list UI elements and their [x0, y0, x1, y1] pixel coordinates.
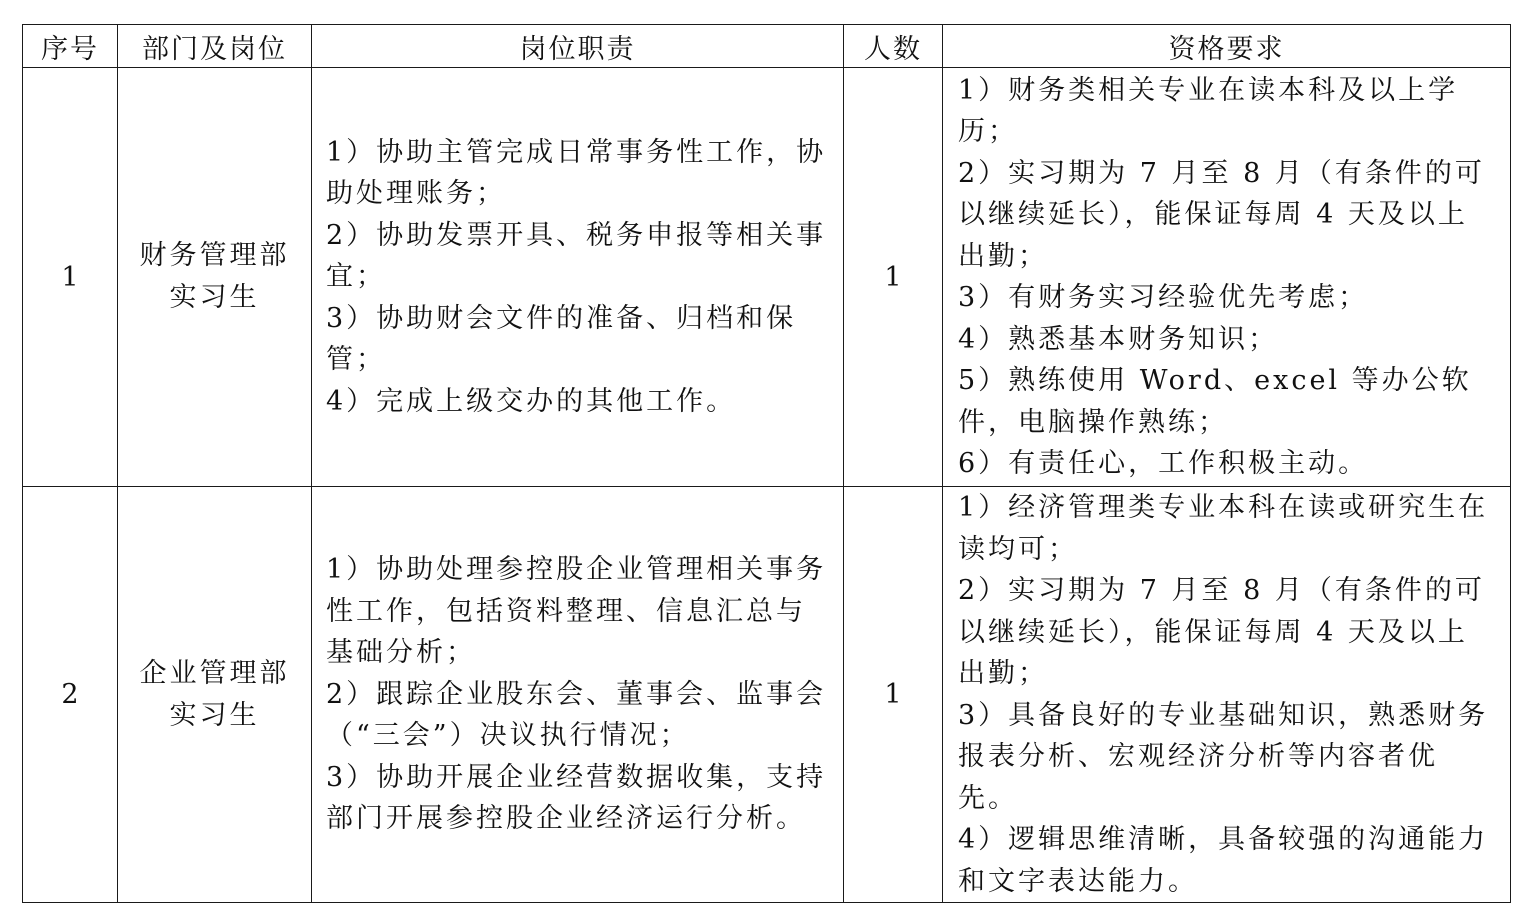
table-row	[23, 487, 1511, 903]
qualifications-cell	[943, 68, 1511, 487]
department-name: 财务管理部	[139, 240, 290, 271]
header-qualifications: 资格要求	[943, 25, 1511, 68]
responsibility-item: 4）完成上级交办的其他工作。	[326, 385, 737, 417]
responsibility-item: 2）协助发票开具、税务申报等相关事宜；	[326, 219, 827, 293]
table-row	[23, 68, 1511, 487]
department-cell	[118, 68, 312, 487]
department-name: 企业管理部	[139, 657, 290, 689]
qualification-item: 5）熟练使用 Word、excel 等办公软件，电脑操作熟练；	[958, 365, 1472, 438]
qualification-item: 2）实习期为 7 月至 8 月（有条件的可以继续延长），能保证每周 4 天及以上出勤；	[958, 157, 1485, 272]
position-name: 实习生	[169, 699, 260, 731]
responsibility-item: 2）跟踪企业股东会、董事会、监事会（“三会”）决议执行情况；	[326, 678, 827, 752]
serial-number-cell: 1	[23, 68, 118, 487]
department-cell	[118, 487, 312, 903]
qualification-item: 4）熟悉基本财务知识；	[958, 323, 1279, 355]
position-name: 实习生	[169, 282, 260, 313]
headcount-cell: 1	[844, 68, 943, 487]
header-responsibilities: 岗位职责	[312, 25, 844, 68]
header-row	[23, 25, 1511, 68]
qualification-item: 1）财务类相关专业在读本科及以上学历；	[958, 74, 1459, 147]
headcount-cell: 1	[844, 487, 943, 903]
responsibility-item: 1）协助主管完成日常事务性工作，协助处理账务；	[326, 136, 827, 210]
serial-number-cell: 2	[23, 487, 118, 903]
qualification-item: 2）实习期为 7 月至 8 月（有条件的可以继续延长），能保证每周 4 天及以上出勤；	[958, 575, 1485, 689]
job-posting-table	[22, 24, 1511, 903]
responsibilities-cell	[312, 487, 844, 903]
header-department-position: 部门及岗位	[118, 25, 312, 68]
qualification-item: 3）具备良好的专业基础知识，熟悉财务报表分析、宏观经济分析等内容者优先。	[958, 699, 1489, 814]
header-headcount: 人数	[844, 25, 943, 68]
qualifications-cell	[943, 487, 1511, 903]
qualification-item: 4）逻辑思维清晰，具备较强的沟通能力和文字表达能力。	[958, 824, 1489, 897]
responsibility-item: 3）协助开展企业经营数据收集，支持部门开展参控股企业经济运行分析。	[326, 761, 827, 835]
responsibility-item: 1）协助处理参控股企业管理相关事务性工作，包括资料整理、信息汇总与基础分析；	[326, 554, 827, 669]
qualification-item: 6）有责任心，工作积极主动。	[958, 448, 1369, 479]
responsibility-item: 3）协助财会文件的准备、归档和保管；	[326, 302, 797, 376]
qualification-item: 3）有财务实习经验优先考虑；	[958, 282, 1369, 313]
qualification-item: 1）经济管理类专业本科在读或研究生在读均可；	[958, 492, 1489, 565]
responsibilities-cell	[312, 68, 844, 487]
header-serial-number: 序号	[23, 25, 118, 68]
